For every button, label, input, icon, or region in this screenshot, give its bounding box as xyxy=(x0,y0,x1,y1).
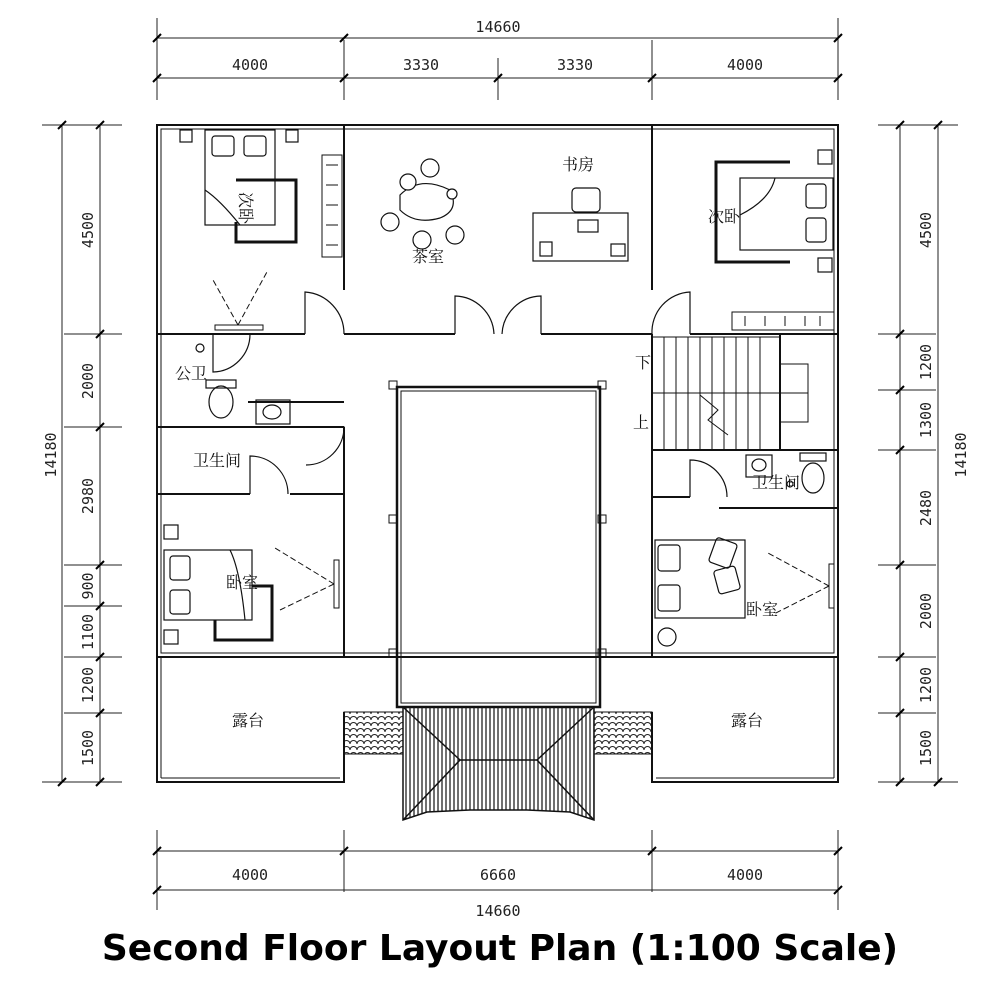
porch-roof xyxy=(344,707,652,820)
tv-icon xyxy=(213,270,268,330)
room-label-bedroom-sw: 卧室 xyxy=(226,573,259,592)
top-total-dim: 14660 xyxy=(475,18,521,36)
right-total-dim: 14180 xyxy=(952,432,970,478)
left-dim-5: 1100 xyxy=(79,613,97,651)
sink-icon xyxy=(256,400,290,424)
room-label-bathroom-e: 卫生间 xyxy=(752,473,801,492)
tea-table-icon xyxy=(381,159,464,249)
doors xyxy=(213,292,727,497)
left-dim-7: 1500 xyxy=(79,729,97,767)
left-dim-1: 4500 xyxy=(79,211,97,249)
room-label-study: 书房 xyxy=(562,155,595,174)
bottom-total-dim: 14660 xyxy=(475,902,521,920)
tv-icon xyxy=(275,548,339,610)
bottom-dim-1: 4000 xyxy=(231,866,269,884)
bottom-dim-2: 6660 xyxy=(479,866,517,884)
top-dim-4: 4000 xyxy=(726,56,764,74)
plan-title: Second Floor Layout Plan (1:100 Scale) xyxy=(101,928,899,969)
room-label-terrace-w: 露台 xyxy=(232,711,265,730)
wardrobe-icon xyxy=(322,155,342,257)
top-dim-1: 4000 xyxy=(231,56,269,74)
top-dim-3: 3330 xyxy=(556,56,594,74)
right-dim-1: 4500 xyxy=(917,211,935,249)
staircase xyxy=(652,337,808,450)
right-dim-3: 1300 xyxy=(917,401,935,439)
left-dim-3: 2980 xyxy=(79,477,97,515)
right-dim-7: 1500 xyxy=(917,729,935,767)
desk-icon xyxy=(533,188,628,261)
bed-icon xyxy=(655,537,745,646)
stair-down-label: 下 xyxy=(635,353,652,372)
right-dim-6: 1200 xyxy=(917,666,935,704)
right-dim-4: 2480 xyxy=(917,489,935,527)
room-label-bathroom-w: 卫生间 xyxy=(193,451,242,470)
room-label-bedroom-ne: 次卧 xyxy=(708,207,741,226)
room-label-bedroom-se: 卧室 xyxy=(746,600,779,619)
left-dim-2: 2000 xyxy=(79,362,97,400)
room-label-bedroom-nw: 次卧 xyxy=(236,192,255,225)
stair-up-label: 上 xyxy=(633,413,650,432)
left-dim-6: 1200 xyxy=(79,666,97,704)
left-dim-4: 900 xyxy=(79,572,97,600)
right-dim-2: 1200 xyxy=(917,343,935,381)
wardrobe-icon xyxy=(732,312,834,330)
room-label-tea-room: 茶室 xyxy=(412,247,445,266)
bottom-dim-3: 4000 xyxy=(726,866,764,884)
courtyard-void xyxy=(389,381,606,707)
top-dim-2: 3330 xyxy=(402,56,440,74)
right-dim-5: 2000 xyxy=(917,592,935,630)
left-total-dim: 14180 xyxy=(42,432,60,478)
room-label-public-wc: 公卫 xyxy=(175,364,208,383)
room-label-terrace-e: 露台 xyxy=(731,711,764,730)
bed-icon xyxy=(180,130,298,242)
